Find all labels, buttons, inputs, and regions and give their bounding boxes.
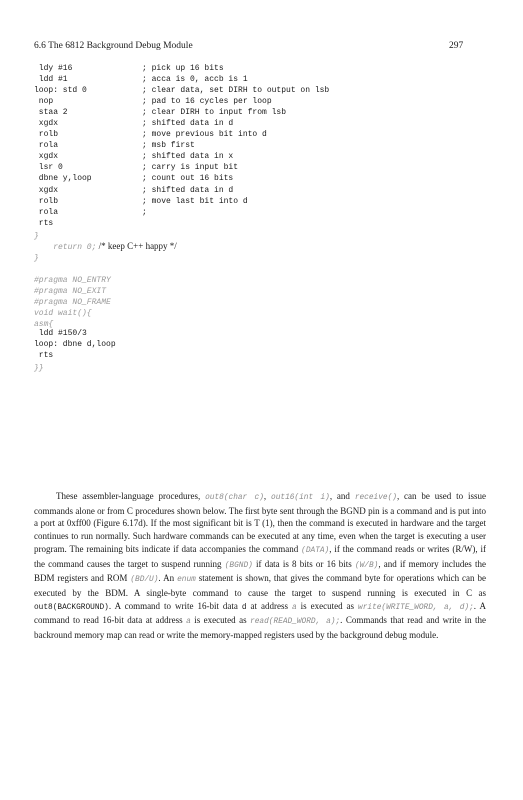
code-comment: ; shifted data in d	[142, 185, 234, 195]
inline-code: a	[291, 603, 297, 612]
code-comment: ; shifted data in d	[142, 119, 234, 129]
c-code-plain: rts	[34, 351, 54, 361]
code-comment: ; count out 16 bits	[142, 174, 234, 184]
code-line	[34, 64, 224, 75]
inline-code: out8(BACKGROUND)	[34, 603, 109, 612]
c-code-line	[34, 230, 177, 241]
code-line	[34, 75, 248, 86]
code-instruction: rts	[34, 218, 54, 228]
code-comment: ; carry is input bit	[142, 163, 239, 173]
c-code-line	[34, 329, 177, 340]
inline-code: a	[186, 618, 191, 627]
paragraph-text: statement is shown, that gives the command byte for operations which can be executed by the BDM. A single-byte command to cause the target to suspend running is executed in C as	[34, 573, 486, 598]
inline-code: (DATA)	[301, 546, 330, 555]
c-code-plain: ldd #150/3	[34, 329, 87, 339]
c-code-gray: }	[34, 231, 39, 241]
paragraph-text: , if the command reads or writes (R/W), if the command causes the target to suspend running	[34, 543, 487, 569]
code-comment: ; clear data, set DIRH to output on lsb	[142, 86, 330, 96]
code-line	[34, 196, 248, 208]
c-code-line	[34, 362, 177, 373]
code-instruction: loop: std 0	[34, 86, 87, 96]
inline-code: (BGND)	[224, 561, 253, 570]
c-code-gray: void wait(){	[34, 309, 92, 319]
inline-code: out8(char c)	[205, 494, 264, 502]
paragraph-text: , can be used to issue commands alone or from C procedures shown below. The first byte sent through the BGND pin is a command and is put into a port at 0xff00 (Figure 6.17d). If the most significant bit is T (1), then the command is executed in hardware and the target continues to run normally. Such hardware commands can be executed at any time, even when the target is executing a user program. The remaining bits indicate if data accompanies the command	[34, 491, 487, 554]
code-instruction: rolb	[34, 130, 59, 140]
paragraph-text: if data is 8 bits or 16 bits	[252, 558, 355, 569]
code-line	[34, 130, 267, 141]
code-line	[34, 141, 195, 152]
code-comment: ; move previous bit into d	[142, 130, 267, 140]
c-code-line	[34, 340, 177, 351]
code-line	[34, 119, 234, 130]
code-line	[34, 163, 239, 174]
code-instruction: xgdx	[34, 185, 59, 195]
code-line	[34, 108, 287, 119]
c-code-gray: }}	[34, 364, 44, 374]
c-code-gray: asm{	[34, 320, 54, 330]
running-header-title: 6.6 The 6812 Background Debug Module	[34, 41, 193, 51]
code-instruction: rolb	[34, 196, 59, 206]
c-code-plain: loop: dbne d,loop	[34, 340, 116, 350]
c-code-line	[34, 318, 177, 329]
inline-code: (W/B)	[354, 561, 379, 570]
paragraph-text: at address	[246, 600, 292, 611]
page-number: 297	[449, 41, 464, 51]
code-line	[34, 185, 234, 197]
paragraph-text: These assembler-language procedures,	[56, 491, 206, 501]
code-instruction: rola	[34, 207, 59, 217]
paragraph-text: is executed as	[296, 600, 359, 611]
body-paragraph	[34, 490, 486, 642]
code-line	[34, 208, 177, 219]
code-instruction: lsr 0	[34, 163, 63, 173]
paragraph-text: . An	[158, 573, 178, 584]
inline-code: (BD/U)	[130, 576, 159, 585]
c-code-line	[34, 241, 177, 252]
paragraph-text: . A command to read 16-bit data at address	[34, 600, 486, 626]
inline-code: d	[241, 603, 247, 612]
code-comment: ; pad to 16 cycles per loop	[142, 97, 272, 107]
inline-code: enum	[177, 576, 196, 585]
c-code-line	[34, 252, 177, 263]
paragraph-text: ,	[263, 491, 272, 501]
paragraph-text: is executed as	[190, 615, 251, 626]
c-code-line	[34, 274, 177, 285]
code-comment: ; move last bit into d	[142, 196, 248, 206]
c-code-line	[34, 263, 177, 274]
code-line	[34, 219, 177, 230]
code-instruction: xgdx	[34, 152, 59, 162]
code-line	[34, 86, 330, 97]
paragraph-text: , and if memory includes the BDM registers and ROM	[34, 558, 486, 584]
c-code-line	[34, 296, 177, 307]
code-instruction: nop	[34, 97, 54, 107]
code-instruction: rola	[34, 141, 59, 151]
c-code-gray: #pragma NO_FRAME	[34, 297, 111, 307]
code-instruction: dbne y,loop	[34, 174, 92, 184]
code-instruction: ldd #1	[34, 75, 68, 85]
inline-code: out16(int i)	[271, 494, 330, 502]
code-comment: ; msb first	[142, 141, 195, 151]
code-line	[34, 152, 234, 163]
code-instruction: xgdx	[34, 119, 59, 129]
code-instruction: staa 2	[34, 108, 68, 118]
c-code-gray: #pragma NO_ENTRY	[34, 275, 111, 285]
code-listing	[34, 64, 330, 374]
paragraph-text: . Commands that read and write in the backround memory map can read or write the memory-mapped registers used by the background debug module.	[34, 615, 487, 641]
c-code-line	[34, 351, 177, 362]
c-code-plain: /* keep C++ happy */	[96, 240, 177, 251]
inline-code: read(READ_WORD, a);	[250, 618, 341, 627]
inline-code: receive()	[354, 494, 397, 502]
code-instruction: ldy #16	[34, 64, 73, 73]
code-comment: ; shifted data in x	[142, 152, 234, 162]
c-code-gray: }	[34, 253, 39, 263]
c-code-line	[34, 307, 177, 318]
c-code-gray: #pragma NO_EXIT	[34, 286, 107, 296]
c-code-line	[34, 285, 177, 296]
code-comment: ;	[142, 207, 147, 217]
code-comment: ; acca is 0, accb is 1	[142, 75, 248, 85]
code-comment: ; pick up 16 bits	[142, 64, 224, 73]
code-line	[34, 174, 234, 185]
c-code-gray: return 0;	[34, 242, 97, 252]
inline-code: write(WRITE_WORD, a, d);	[358, 603, 474, 612]
paragraph-text: , and	[329, 491, 355, 501]
code-comment: ; clear DIRH to input from lsb	[142, 108, 287, 118]
code-line	[34, 97, 272, 108]
paragraph-text: . A command to write 16-bit data	[108, 600, 242, 611]
